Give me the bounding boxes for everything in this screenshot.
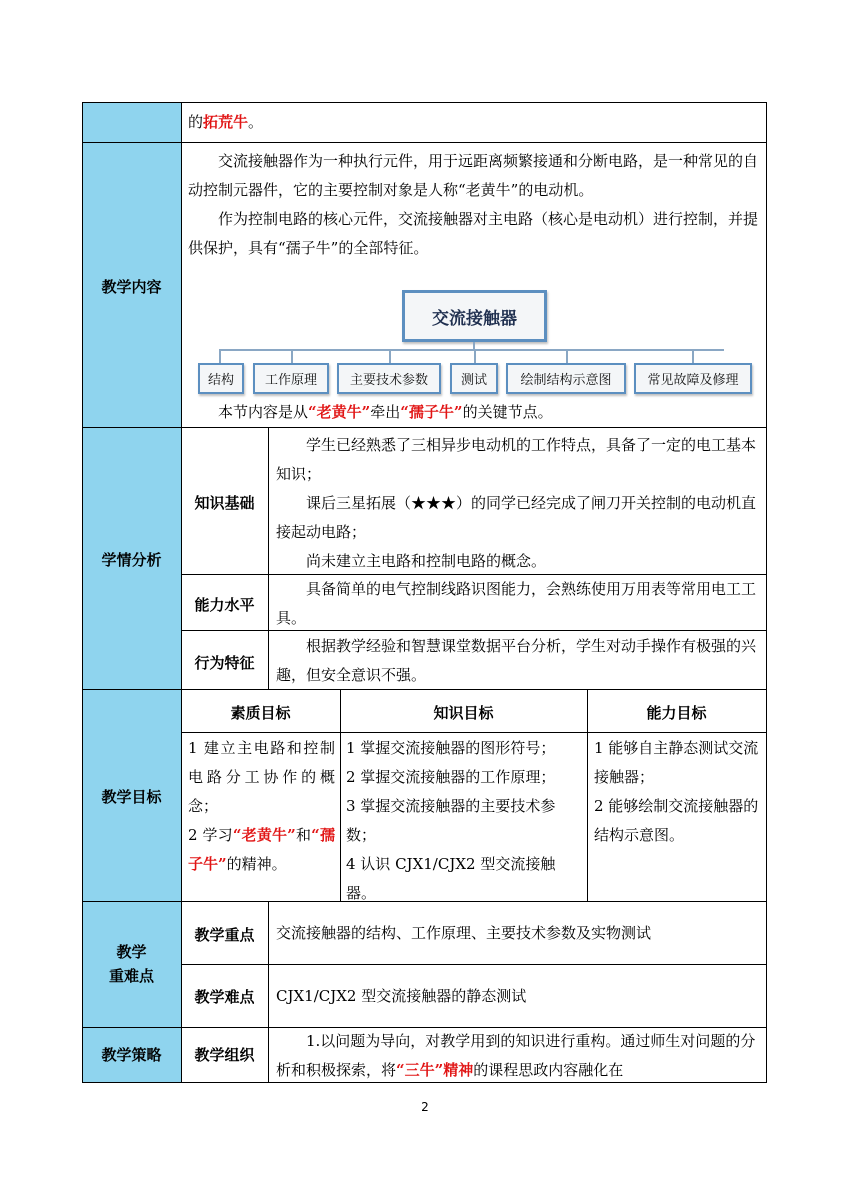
intro-seg-0: 的 (188, 113, 204, 131)
analysis-sub-label-behavior: 行为特征 (194, 654, 255, 672)
focus-sub-label-difficult: 教学难点 (194, 988, 255, 1006)
goals-quality-2a: 2 学习 (188, 826, 233, 844)
goals-knowledge-item-4: 4 认识 CJX1/CJX2 型交流接触器。 (346, 855, 556, 902)
content-paragraphs (188, 147, 760, 263)
p3-red-2: “孺子牛” (400, 403, 463, 421)
strategy-text-before: 1.以问题为导向，对教学用到的知识进行重构。通过师生对问题的分析和积极探索，将 (276, 1032, 756, 1079)
strategy-label: 教学策略 (101, 1046, 162, 1064)
diagram-node-drawing: 绘制结构示意图 (506, 363, 626, 394)
content-label: 教学内容 (101, 278, 162, 296)
strategy-text-after: 的课程思政内容融化在 (473, 1061, 624, 1079)
focus-label (82, 940, 181, 988)
page-number: 2 (421, 1100, 429, 1114)
goals-knowledge-item-1: 1 掌握交流接触器的图形符号； (346, 739, 556, 757)
goals-knowledge-text (346, 734, 582, 908)
goals-header-quality: 素质目标 (230, 704, 291, 722)
p3-red-1: “老黄牛” (308, 403, 371, 421)
goals-label: 教学目标 (101, 788, 162, 806)
diagram-root-node: 交流接触器 (402, 290, 547, 342)
goals-quality-line-1: 1 建立主电路和控制电路分工协作的概念； (188, 739, 335, 815)
analysis-knowledge-para-3: 尚未建立主电路和控制电路的概念。 (306, 552, 547, 570)
analysis-ability-text (276, 575, 760, 633)
diagram-connector (389, 349, 391, 363)
diagram-node-principle: 工作原理 (253, 363, 329, 394)
p3-mid: 牵出 (370, 403, 401, 421)
goals-quality-text (188, 734, 335, 879)
analysis-knowledge-text (276, 431, 760, 576)
goals-quality-red-1: “老黄牛” (232, 826, 296, 844)
goals-header-knowledge: 知识目标 (433, 704, 494, 722)
diagram-node-parameters: 主要技术参数 (337, 363, 441, 394)
intro-text (188, 108, 758, 137)
diagram-connector (219, 349, 221, 363)
diagram-connector (474, 349, 476, 363)
analysis-knowledge-para-2: 课后三星拓展（★★★）的同学已经完成了闸刀开关控制的电动机直接起动电路； (276, 494, 757, 541)
goals-quality-2c: 的精神。 (226, 855, 287, 873)
strategy-sub-label: 教学组织 (194, 1046, 255, 1064)
label-cell-intro (82, 103, 181, 142)
goals-quality-line-2 (188, 821, 335, 879)
content-paragraph-3 (188, 398, 760, 427)
diagram-node-test: 测试 (450, 363, 498, 394)
diagram-connector (291, 349, 293, 363)
table-border (268, 427, 269, 689)
table-border (82, 102, 767, 103)
content-paragraph-1: 交流接触器作为一种执行元件，用于远距离频繁接通和分断电路，是一种常见的自动控制元器件，它的主要控制对象是人称“老黄牛”的电动机。 (188, 152, 759, 199)
analysis-knowledge-para-1: 学生已经熟悉了三相异步电动机的工作特点，具备了一定的电工基本知识； (276, 436, 757, 483)
strategy-text (276, 1027, 760, 1085)
table-border (766, 102, 767, 1083)
analysis-sub-label-ability: 能力水平 (194, 596, 255, 614)
diagram-connector (566, 349, 568, 363)
table-border (268, 901, 269, 1083)
p3-before: 本节内容是从 (218, 403, 309, 421)
p3-after: 的关键节点。 (462, 403, 553, 421)
goals-ability-item-2: 2 能够绘制交流接触器的结构示意图。 (594, 797, 759, 844)
goals-knowledge-item-2: 2 掌握交流接触器的工作原理； (346, 768, 556, 786)
analysis-ability-para: 具备简单的电气控制线路识图能力，会熟练使用万用表等常用电工工具。 (276, 580, 757, 627)
analysis-sub-label-knowledge: 知识基础 (194, 494, 255, 512)
focus-label-line-2: 重难点 (108, 967, 154, 985)
focus-difficult-text: CJX1/CJX2 型交流接触器的静态测试 (276, 987, 527, 1005)
goals-knowledge-item-3: 3 掌握交流接触器的主要技术参数； (346, 797, 556, 844)
analysis-label: 学情分析 (101, 551, 162, 569)
goals-header-ability: 能力目标 (646, 704, 707, 722)
goals-quality-red-2: “孺子牛” (188, 826, 335, 873)
content-paragraph-2: 作为控制电路的核心元件，交流接触器对主电路（核心是电动机）进行控制，并提供保护，具有“孺子牛”的全部特征。 (188, 210, 759, 257)
strategy-text-red: “三牛”精神 (396, 1061, 474, 1079)
focus-label-line-1: 教学 (116, 943, 147, 961)
analysis-behavior-text (276, 632, 760, 690)
table-border (82, 142, 767, 143)
table-border (82, 102, 83, 1083)
table-border (82, 427, 767, 428)
focus-sub-label-key: 教学重点 (194, 926, 255, 944)
diagram-node-structure: 结构 (198, 363, 244, 394)
diagram-node-faults: 常见故障及修理 (634, 363, 752, 394)
focus-key-text: 交流接触器的结构、工作原理、主要技术参数及实物测试 (276, 924, 652, 942)
intro-seg-1: 拓荒牛 (203, 113, 249, 131)
diagram-connector (692, 349, 694, 363)
goals-ability-item-1: 1 能够自主静态测试交流接触器； (594, 739, 759, 786)
goals-quality-2b: 和 (295, 826, 312, 844)
diagram-connector (219, 349, 724, 351)
intro-seg-2: 。 (248, 113, 264, 131)
analysis-behavior-para: 根据教学经验和智慧课堂数据平台分析，学生对动手操作有极强的兴趣，但安全意识不强。 (276, 637, 757, 684)
goals-ability-text (594, 734, 761, 850)
table-border (181, 732, 767, 733)
